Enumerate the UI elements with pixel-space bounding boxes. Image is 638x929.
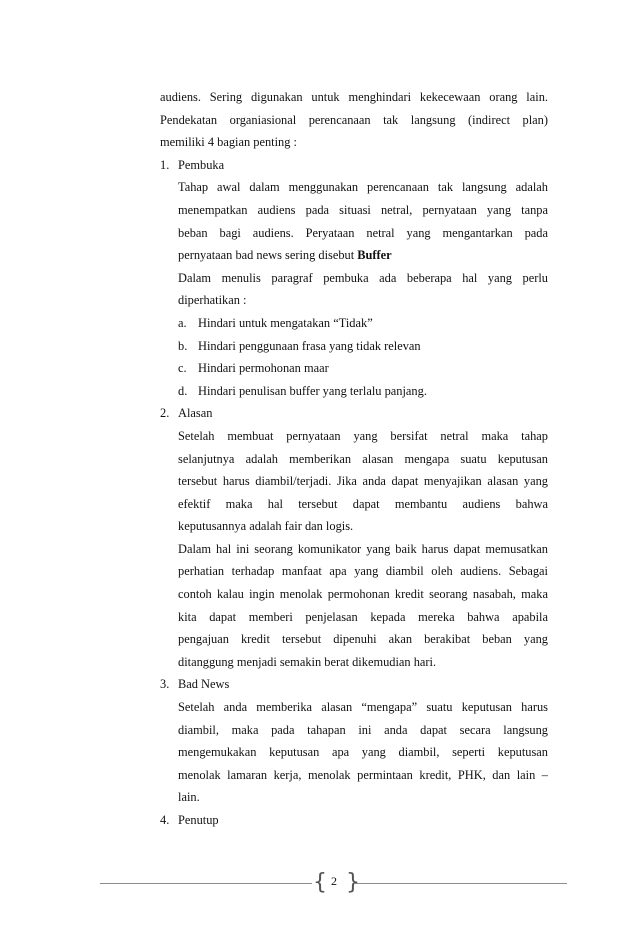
text-line: audiens. Sering digunakan untuk menghindari kekecewaan orang lain. xyxy=(160,90,548,104)
text-line: contoh kalau ingin menolak permohonan kredit seorang nasabah, maka xyxy=(178,587,548,602)
footer-rule-left xyxy=(100,883,312,884)
section-number: 1. xyxy=(160,157,170,172)
section-number: 4. xyxy=(160,813,170,827)
list-item xyxy=(178,335,548,358)
body-text xyxy=(160,86,548,832)
text-line: Dalam menulis paragraf pembuka ada beberapa hal yang perlu xyxy=(178,270,548,285)
text-line: menempatkan audiens pada situasi netral, pernyataan yang tanpa xyxy=(178,202,548,217)
left-brace-icon: { xyxy=(313,870,327,895)
text-line: diperhatikan : xyxy=(178,293,247,308)
section-title: Bad News xyxy=(178,677,230,692)
text-line: pengajuan kredit tersebut dipenuhi akan berakibat beban yang xyxy=(178,632,548,647)
text-line: tersebut harus diambil/terjadi. Jika anda dapat menyajikan alasan yang xyxy=(178,474,548,489)
list-item xyxy=(178,357,548,380)
text-line: beban bagi audiens. Peryataan netral yang mengantarkan pada xyxy=(178,225,548,240)
text-line xyxy=(178,244,548,267)
text-line: Setelah anda memberika alasan “mengapa” suatu keputusan harus xyxy=(178,700,548,715)
right-brace-icon: } xyxy=(346,870,360,895)
text-line: perhatian terhadap manfaat apa yang diambil oleh audiens. Sebagai xyxy=(178,564,548,579)
text-line: Tahap awal dalam menggunakan perencanaan tak langsung adalah xyxy=(178,180,548,195)
buffer-term: Buffer xyxy=(357,248,392,263)
text-line: Pendekatan organiasional perencanaan tak langsung (indirect plan) xyxy=(160,112,548,127)
text-line: kita dapat memberi penjelasan kepada mereka bahwa apabila xyxy=(178,609,548,624)
list-item xyxy=(178,312,548,335)
list-marker: d. xyxy=(178,383,188,398)
text-line: efektif maka hal tersebut dapat membantu audiens bahwa xyxy=(178,496,548,511)
section-title: Pembuka xyxy=(178,157,225,172)
text-line: keputusannya adalah fair dan logis. xyxy=(178,519,354,534)
list-marker: b. xyxy=(178,338,188,353)
text-span: pernyataan bad news sering disebut xyxy=(178,248,358,263)
list-item xyxy=(178,380,548,403)
section-heading-pembuka xyxy=(160,154,548,177)
text-line: mengemukakan keputusan apa yang diambil, seperti keputusan xyxy=(178,745,548,760)
section-title: Penutup xyxy=(178,813,219,827)
list-marker: c. xyxy=(178,361,187,376)
text-line: Setelah membuat pernyataan yang bersifat netral maka tahap xyxy=(178,428,548,443)
text-line: memiliki 4 bagian penting : xyxy=(160,135,297,150)
list-text: Hindari penulisan buffer yang terlalu panjang. xyxy=(198,383,427,398)
list-text: Hindari penggunaan frasa yang tidak relevan xyxy=(198,338,421,353)
text-line: lain. xyxy=(178,790,200,805)
text-line: Dalam hal ini seorang komunikator yang baik harus dapat memusatkan xyxy=(178,541,548,556)
text-line: menolak lamaran kerja, menolak permintaan kredit, PHK, dan lain – xyxy=(178,767,548,782)
section-heading-alasan xyxy=(160,402,548,425)
section-title: Alasan xyxy=(178,406,213,421)
footer-rule-right xyxy=(355,883,567,884)
section-number: 3. xyxy=(160,677,170,692)
section-heading-bad-news xyxy=(160,673,548,696)
page-number: 2 xyxy=(331,874,337,888)
text-line: ditanggung menjadi semakin berat dikemudian hari. xyxy=(178,654,437,669)
list-marker: a. xyxy=(178,315,187,330)
section-number: 2. xyxy=(160,406,170,421)
section-heading-penutup xyxy=(160,809,548,832)
text-line: diambil, maka pada tahapan ini anda dapat secara langsung xyxy=(178,722,548,737)
text-line: selanjutnya adalah memberikan alasan mengapa suatu keputusan xyxy=(178,451,548,466)
list-text: Hindari permohonan maar xyxy=(198,361,329,376)
list-text: Hindari untuk mengatakan “Tidak” xyxy=(198,315,373,330)
